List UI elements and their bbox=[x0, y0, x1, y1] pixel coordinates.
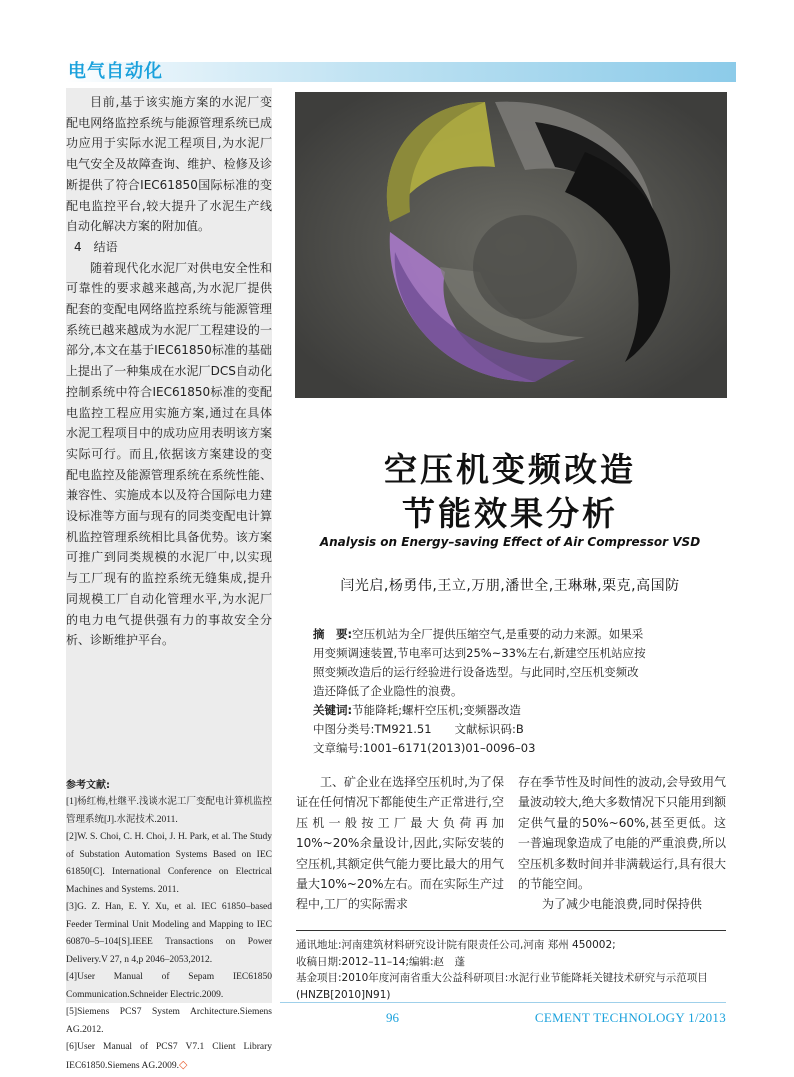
abstract-text: 空压机站为全厂提供压缩空气,是重要的动力来源。如果采 bbox=[352, 627, 644, 641]
reference-item: [1]杨红梅,杜继平.浅谈水泥工厂变配电计算机监控管理系统[J].水泥技术.2011. bbox=[66, 797, 272, 825]
section-header-bar bbox=[66, 62, 736, 82]
article-number-line: 文章编号:1001–6171(2013)01–0096–03 bbox=[313, 741, 536, 755]
keywords-label: 关键词: bbox=[313, 703, 353, 717]
page-number: 96 bbox=[386, 1010, 399, 1025]
section-title: 电气自动化 bbox=[68, 61, 163, 82]
footnote-divider bbox=[296, 930, 726, 931]
article-subtitle: Analysis on Energy–saving Effect of Air Compressor VSD bbox=[319, 535, 701, 549]
abstract-line: 造还降低了企业隐性的浪费。 bbox=[313, 684, 463, 698]
abstract-line: 照变频改造后的运行经验进行设备选型。与此同时,空压机变频改 bbox=[313, 665, 639, 679]
reference-item: [5]Siemens PCS7 System Architecture.Siemens AG.2012. bbox=[66, 1007, 272, 1035]
footer-rule bbox=[280, 1002, 726, 1003]
footnote-address: 通讯地址:河南建筑材料研究设计院有限责任公司,河南 郑州 450002; bbox=[296, 939, 616, 951]
abstract-label: 摘 要: bbox=[313, 627, 353, 641]
conclusion-intro-paragraph: 目前,基于该实施方案的水泥厂变配电网络监控系统与能源管理系统已成功应用于实际水泥工程项目,为水泥厂电气安全及故障查询、维护、检修及诊断提供了符合IEC61850国际标准的变配电监控平台,较大提升了水泥生产线自动化解决方案的附加值。 bbox=[66, 95, 272, 234]
article-title-line-2: 节能效果分析 bbox=[402, 494, 618, 533]
abstract-block bbox=[313, 625, 713, 758]
left-column bbox=[66, 88, 272, 1071]
keywords-text: 节能降耗;螺杆空压机;变频器改造 bbox=[352, 703, 521, 717]
reference-item: [2]W. S. Choi, C. H. Choi, J. H. Park, et al. The Study of Substation Automation Systems Based on IEC 61850[C]. International Conference on Electrical Machines and Systems. 2011. bbox=[66, 832, 272, 895]
body-paragraph: 工、矿企业在选择空压机时,为了保证在任何情况下都能使生产正常进行,空压机一般按工厂最大负荷再加10%~20%余量设计,因此,实际安装的空压机,其额定供气能力要比最大的用气量大10%~20%左右。而在实际生产过程中,工厂的实际需求 bbox=[296, 775, 504, 912]
article-title bbox=[300, 448, 720, 536]
section-heading-conclusion: 4 结语 bbox=[74, 239, 118, 254]
reference-item-last bbox=[66, 1039, 272, 1075]
abstract-line: 用变频调速装置,节电率可达到25%~33%左右,新建空压机站应按 bbox=[313, 646, 646, 660]
body-paragraph: 存在季节性及时间性的波动,会导致用气量波动较大,绝大多数情况下只能用到额定供气量的50%~60%,甚至更低。这一普遍现象造成了电能的严重浪费,所以空压机多数时间并非满载运行,具有很大的节能空间。 bbox=[518, 775, 726, 892]
reference-item: [4]User Manual of Sepam IEC61850 Communication.Schneider Electric.2009. bbox=[66, 972, 272, 1000]
swirl-art-icon bbox=[295, 92, 727, 398]
references bbox=[66, 778, 272, 1075]
article-authors: 闫光启,杨勇伟,王立,万朋,潘世全,王琳琳,栗克,高国防 bbox=[340, 578, 680, 594]
references-title: 参考文献: bbox=[66, 780, 110, 791]
body-column-1 bbox=[296, 772, 504, 915]
footnote-received: 收稿日期:2012–11–14;编辑:赵 蓬 bbox=[296, 955, 466, 968]
journal-name: CEMENT TECHNOLOGY 1/2013 bbox=[534, 1010, 726, 1025]
decorative-illustration bbox=[295, 92, 727, 398]
reference-item: [3]G. Z. Han, E. Y. Xu, et al. IEC 61850–based Feeder Terminal Unit Modeling and Mapping to IEC 60870–5–104[S].IEEE Transactions on Power Delivery.V 27, n 4,p 2046–2053,2012. bbox=[66, 902, 272, 965]
reference-text: [6]User Manual of PCS7 V7.1 Client Library IEC61850.Siemens AG.2009. bbox=[66, 1042, 272, 1071]
classification-line: 中图分类号:TM921.51 文献标识码:B bbox=[313, 722, 524, 736]
body-paragraph: 为了减少电能浪费,同时保持供 bbox=[542, 897, 702, 912]
end-mark-icon: ◇ bbox=[178, 1058, 188, 1071]
footnote-funding-code: (HNZB[2010]N91) bbox=[296, 988, 391, 1001]
abstract-line bbox=[313, 625, 713, 644]
left-column-text bbox=[66, 92, 272, 651]
footnote-funding: 基金项目:2010年度河南省重大公益科研项目:水泥行业节能降耗关键技术研究与示范项目 bbox=[296, 972, 708, 984]
footnotes bbox=[296, 937, 726, 1003]
keywords-line bbox=[313, 701, 713, 720]
conclusion-paragraph: 随着现代化水泥厂对供电安全性和可靠性的要求越来越高,为水泥厂提供配套的变配电网络监控系统与能源管理系统已越来越成为水泥厂工程建设的一部分,本文在基于IEC61850标准的基础上提出了一种集成在水泥厂DCS自动化控制系统中符合IEC61850标准的变配电监控工程应用实施方案,通过在具体水泥工程项目中的成功应用表明该方案实际可行。而且,依据该方案建设的变配电监控及能源管理系统在系统性能、兼容性、实施成本以及符合国际电力建设标准等方面与现有的同类变配电计算机监控管理系统相比具备优势。该方案可推广到同类规模的水泥厂中,以实现与工厂现有的监控系统无缝集成,提升同规模工厂自动化管理水平,为水泥厂的电力电气提供强有力的事故安全分析、诊断维护平台。 bbox=[66, 260, 272, 648]
body-column-2 bbox=[518, 772, 726, 915]
article-title-line-1: 空压机变频改造 bbox=[384, 450, 636, 489]
